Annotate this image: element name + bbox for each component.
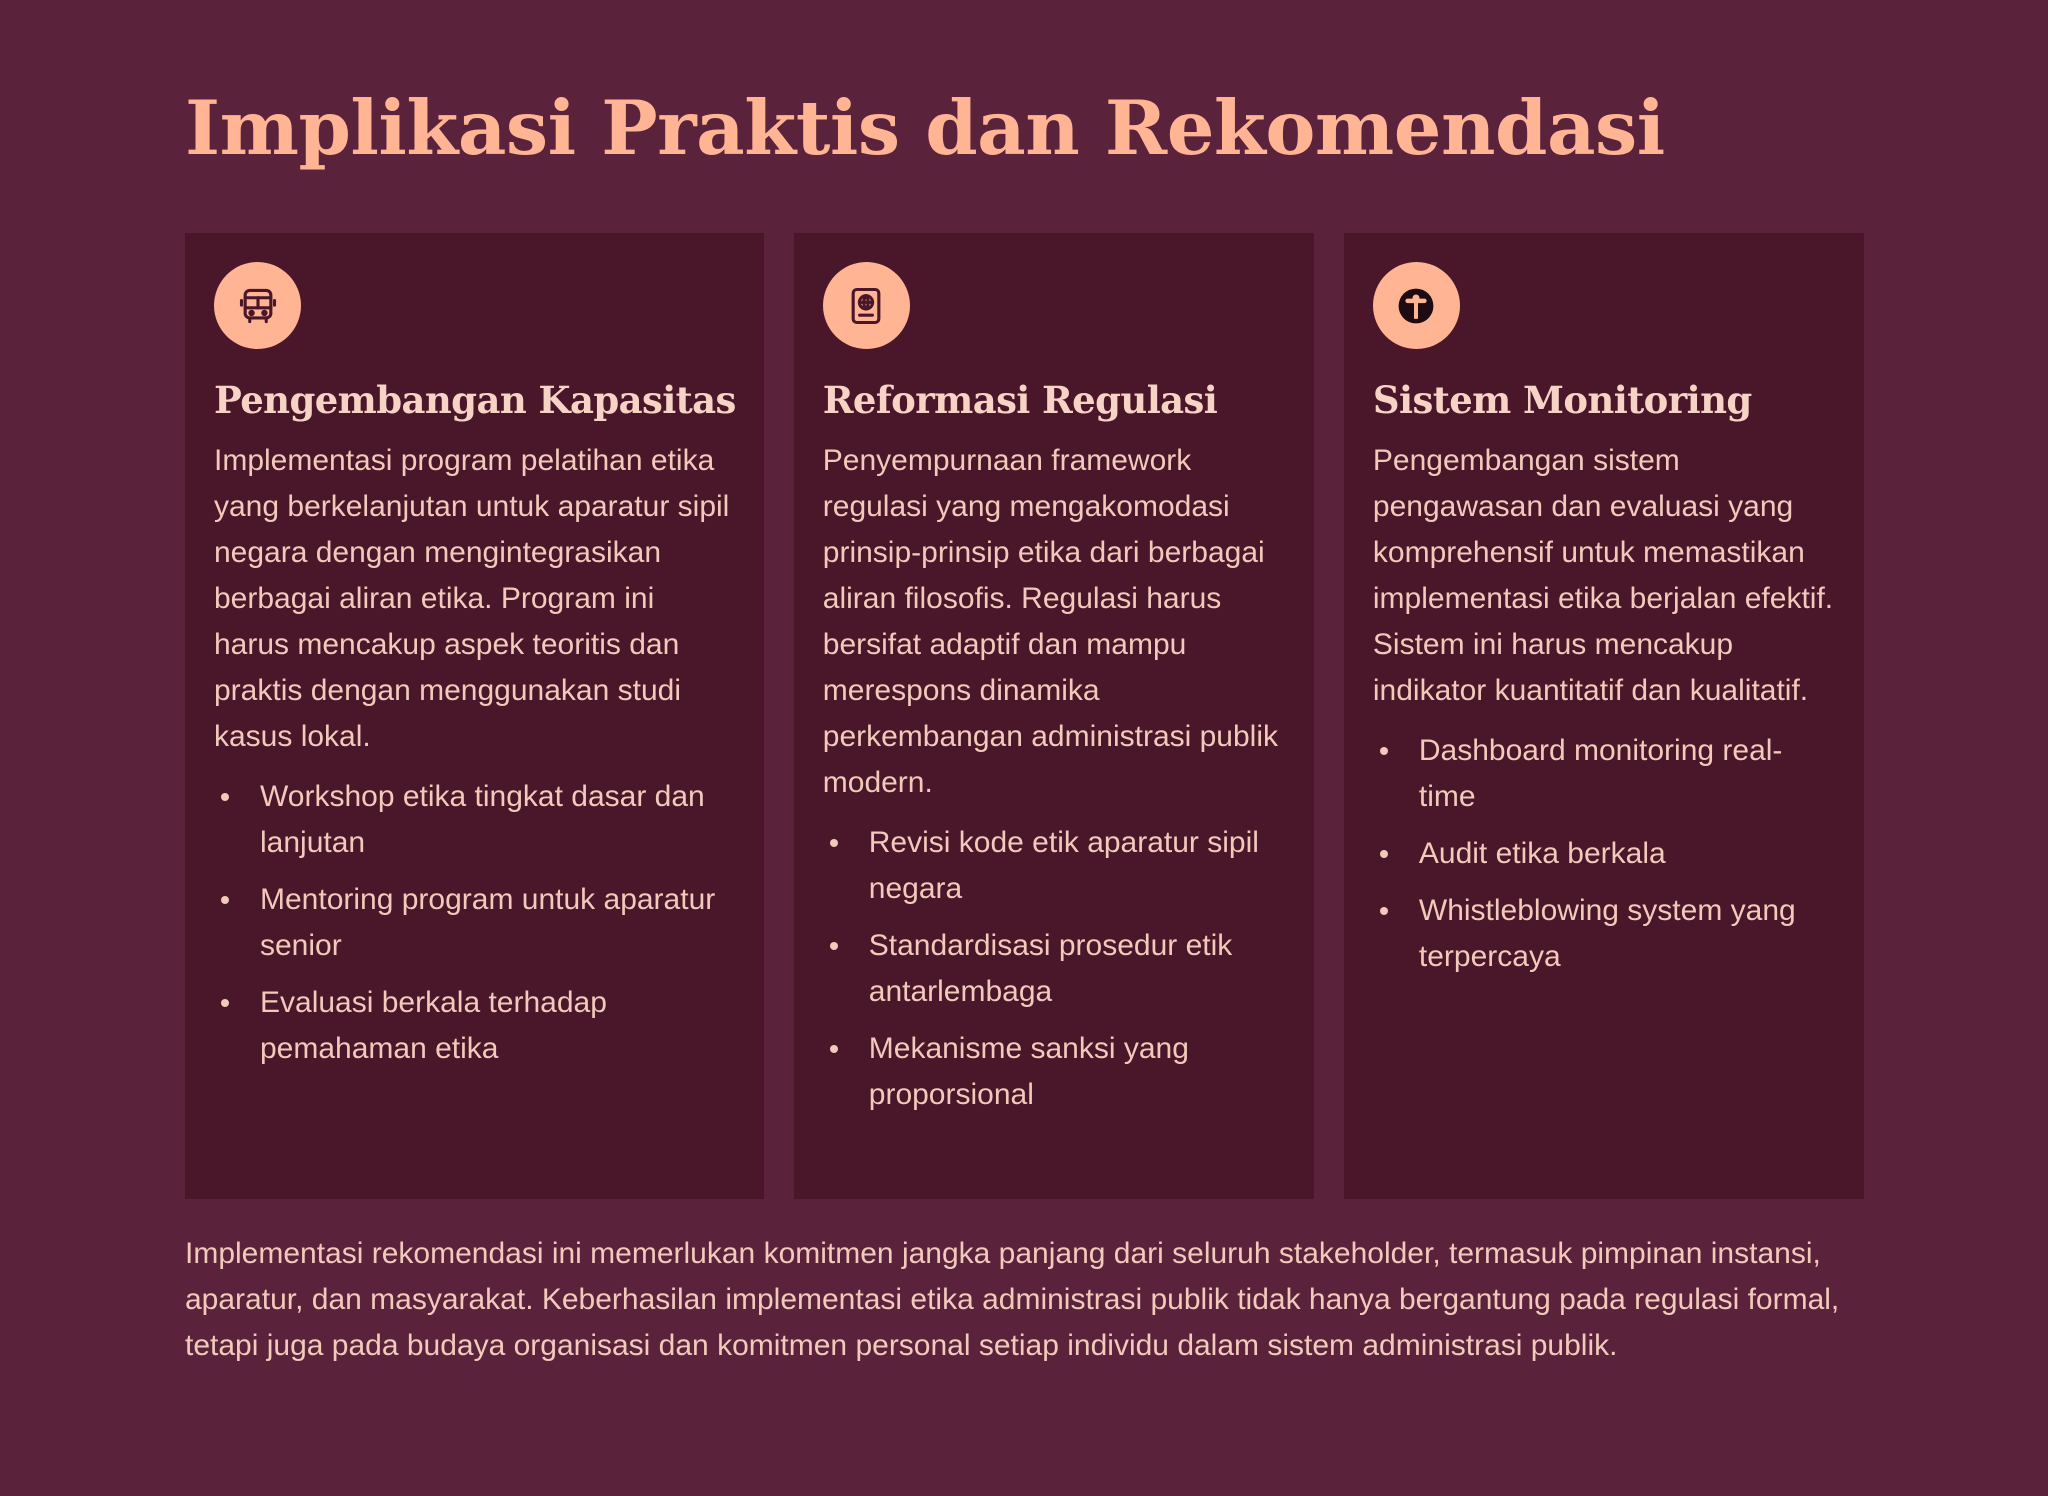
card-regulatory-reform xyxy=(794,233,1314,1199)
list-item xyxy=(823,923,1286,1015)
list-item-text: Workshop etika tingkat dasar dan lanjutan xyxy=(260,780,705,859)
bullet-list xyxy=(823,820,1286,1118)
list-item-text: Revisi kode etik aparatur sipil negara xyxy=(868,826,1259,905)
list-item-text: Dashboard monitoring real-time xyxy=(1418,734,1783,813)
card-title: Reformasi Regulasi xyxy=(822,378,1218,422)
card-title: Pengembangan Kapasitas xyxy=(214,378,736,422)
list-item-text: Evaluasi berkala terhadap pemahaman etika xyxy=(260,986,607,1065)
list-item-text: Mekanisme sanksi yang proporsional xyxy=(868,1032,1189,1111)
bullet-icon xyxy=(1380,850,1388,858)
list-item xyxy=(214,980,736,1072)
list-item-text: Audit etika berkala xyxy=(1418,837,1666,870)
footer-paragraph: Implementasi rekomendasi ini memerlukan komitmen jangka panjang dari seluruh stakeholder, termasuk pimpinan instansi, aparatur, dan masyarakat. Keberhasilan implementasi etika administrasi publik tidak hanya bergantung pada regulasi formal, tetapi juga pada budaya organisasi dan komitmen personal setiap individu dalam sistem administrasi publik. xyxy=(185,1237,1840,1362)
list-item xyxy=(1373,888,1836,980)
bullet-icon xyxy=(830,942,838,950)
card-description: Pengembangan sistem pengawasan dan evaluasi yang komprehensif untuk memastikan implementasi etika berjalan efektif. Sistem ini harus mencakup indikator kuantitatif dan kualitatif. xyxy=(1372,444,1834,707)
bullet-icon xyxy=(830,839,838,847)
passport-icon xyxy=(823,262,910,349)
bullet-icon xyxy=(1380,747,1388,755)
bullet-icon xyxy=(221,999,229,1007)
bullet-icon xyxy=(221,896,229,904)
bullet-list xyxy=(214,774,736,1072)
list-item-text: Standardisasi prosedur etik antarlembaga xyxy=(868,929,1233,1008)
list-item xyxy=(1373,831,1836,877)
list-item-text: Mentoring program untuk aparatur senior xyxy=(260,883,716,962)
card-description: Penyempurnaan framework regulasi yang mengakomodasi prinsip-prinsip etika dari berbagai aliran filosofis. Regulasi harus bersifat adaptif dan mampu merespons dinamika perkembangan administrasi publik modern. xyxy=(822,444,1279,799)
bullet-icon xyxy=(221,793,229,801)
recommendation-cards xyxy=(185,233,1864,1199)
card-capacity-development xyxy=(185,233,764,1199)
list-item xyxy=(214,877,736,969)
page-title: Implikasi Praktis dan Rekomendasi xyxy=(185,84,1665,172)
list-item xyxy=(823,1026,1286,1118)
list-item xyxy=(823,820,1286,912)
bullet-list xyxy=(1373,728,1836,980)
list-item xyxy=(214,774,736,866)
bus-icon xyxy=(214,262,301,349)
user-circle-icon xyxy=(1373,262,1460,349)
card-monitoring-system xyxy=(1344,233,1864,1199)
card-title: Sistem Monitoring xyxy=(1372,378,1752,422)
list-item-text: Whistleblowing system yang terpercaya xyxy=(1418,894,1796,973)
card-description: Implementasi program pelatihan etika yang berkelanjutan untuk aparatur sipil negara dengan mengintegrasikan berbagai aliran etika. Program ini harus mencakup aspek teoritis dan praktis dengan menggunakan studi kasus lokal. xyxy=(214,444,730,753)
bullet-icon xyxy=(1380,907,1388,915)
bullet-icon xyxy=(830,1045,838,1053)
list-item xyxy=(1373,728,1836,820)
